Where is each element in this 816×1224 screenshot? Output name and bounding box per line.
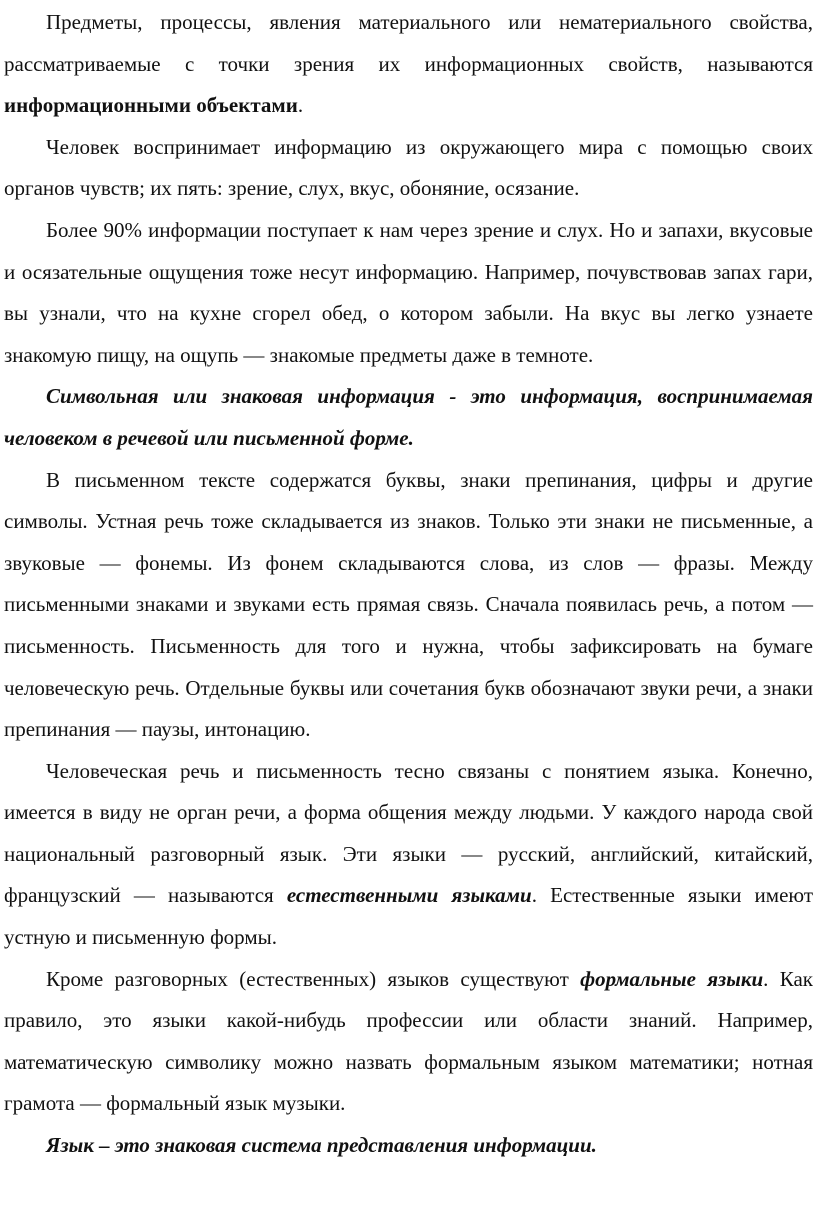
definition-symbolic-information <box>4 376 813 459</box>
paragraph-text: Более 90% информации поступает к нам через зрение и слух. Но и запахи, вкусовые и осязательные ощущения тоже несут информацию. Например, почувствовав запах гари, вы узнали, что на кухне сгорел обед, о котором забыли. На вкус вы легко узнаете знакомую пищу, на ощупь — знакомые предметы даже в темноте. <box>4 217 813 367</box>
paragraph-written-text <box>4 460 813 751</box>
definition-text: Язык – это знаковая система представления информации. <box>46 1133 597 1158</box>
paragraph-text: . <box>297 93 304 118</box>
paragraph-text: . Как правило, это языки какой-нибудь профессии или области знаний. Например, математическую символику можно назвать формальным языком математики; нотная грамота — формальный язык музыки. <box>4 966 813 1116</box>
paragraph-text: Кроме разговорных (естественных) языков существуют <box>46 966 581 991</box>
paragraph-information-objects <box>4 2 813 127</box>
paragraph-text: Человеческая речь и письменность тесно связаны с понятием языка. Конечно, имеется в виду не орган речи, а форма общения между людьми. У каждого народа свой национальный разговорный язык. Эти языки — русский, английский, китайский, французский — называются <box>4 758 813 908</box>
paragraph-formal-languages <box>4 959 813 1125</box>
paragraph-text: . Естественные языки имеют устную и письменную формы. <box>4 883 813 950</box>
definition-language <box>4 1125 813 1167</box>
term-natural-languages: естественными языками <box>286 883 532 908</box>
definition-text: Символьная или знаковая информация - это информация, воспринимаемая человеком в речевой или письменной форме. <box>4 384 813 450</box>
paragraph-text: Человек воспринимает информацию из окружающего мира с помощью своих органов чувств; их пять: зрение, слух, вкус, обоняние, осязание. <box>4 134 813 201</box>
paragraph-natural-languages <box>4 751 813 959</box>
term-information-objects: информационными объектами <box>4 93 298 118</box>
paragraph-senses <box>4 127 813 210</box>
term-formal-languages: формальные языки <box>580 966 764 991</box>
paragraph-text: Предметы, процессы, явления материального или нематериального свойства, рассматриваемые с точки зрения их информационных свойств, называются <box>4 10 813 76</box>
paragraph-text: В письменном тексте содержатся буквы, знаки препинания, цифры и другие символы. Устная речь тоже складывается из знаков. Только эти знаки не письменные, а звуковые — фонемы. Из фонем складываются слова, из слов — фразы. Между письменными знаками и звуками есть прямая связь. Сначала появилась речь, а потом — письменность. Письменность для того и нужна, чтобы зафиксировать на бумаге человеческую речь. Отдельные буквы или сочетания букв обозначают звуки речи, а знаки препинания — паузы, интонацию. <box>4 467 813 742</box>
paragraph-perception <box>4 210 813 376</box>
